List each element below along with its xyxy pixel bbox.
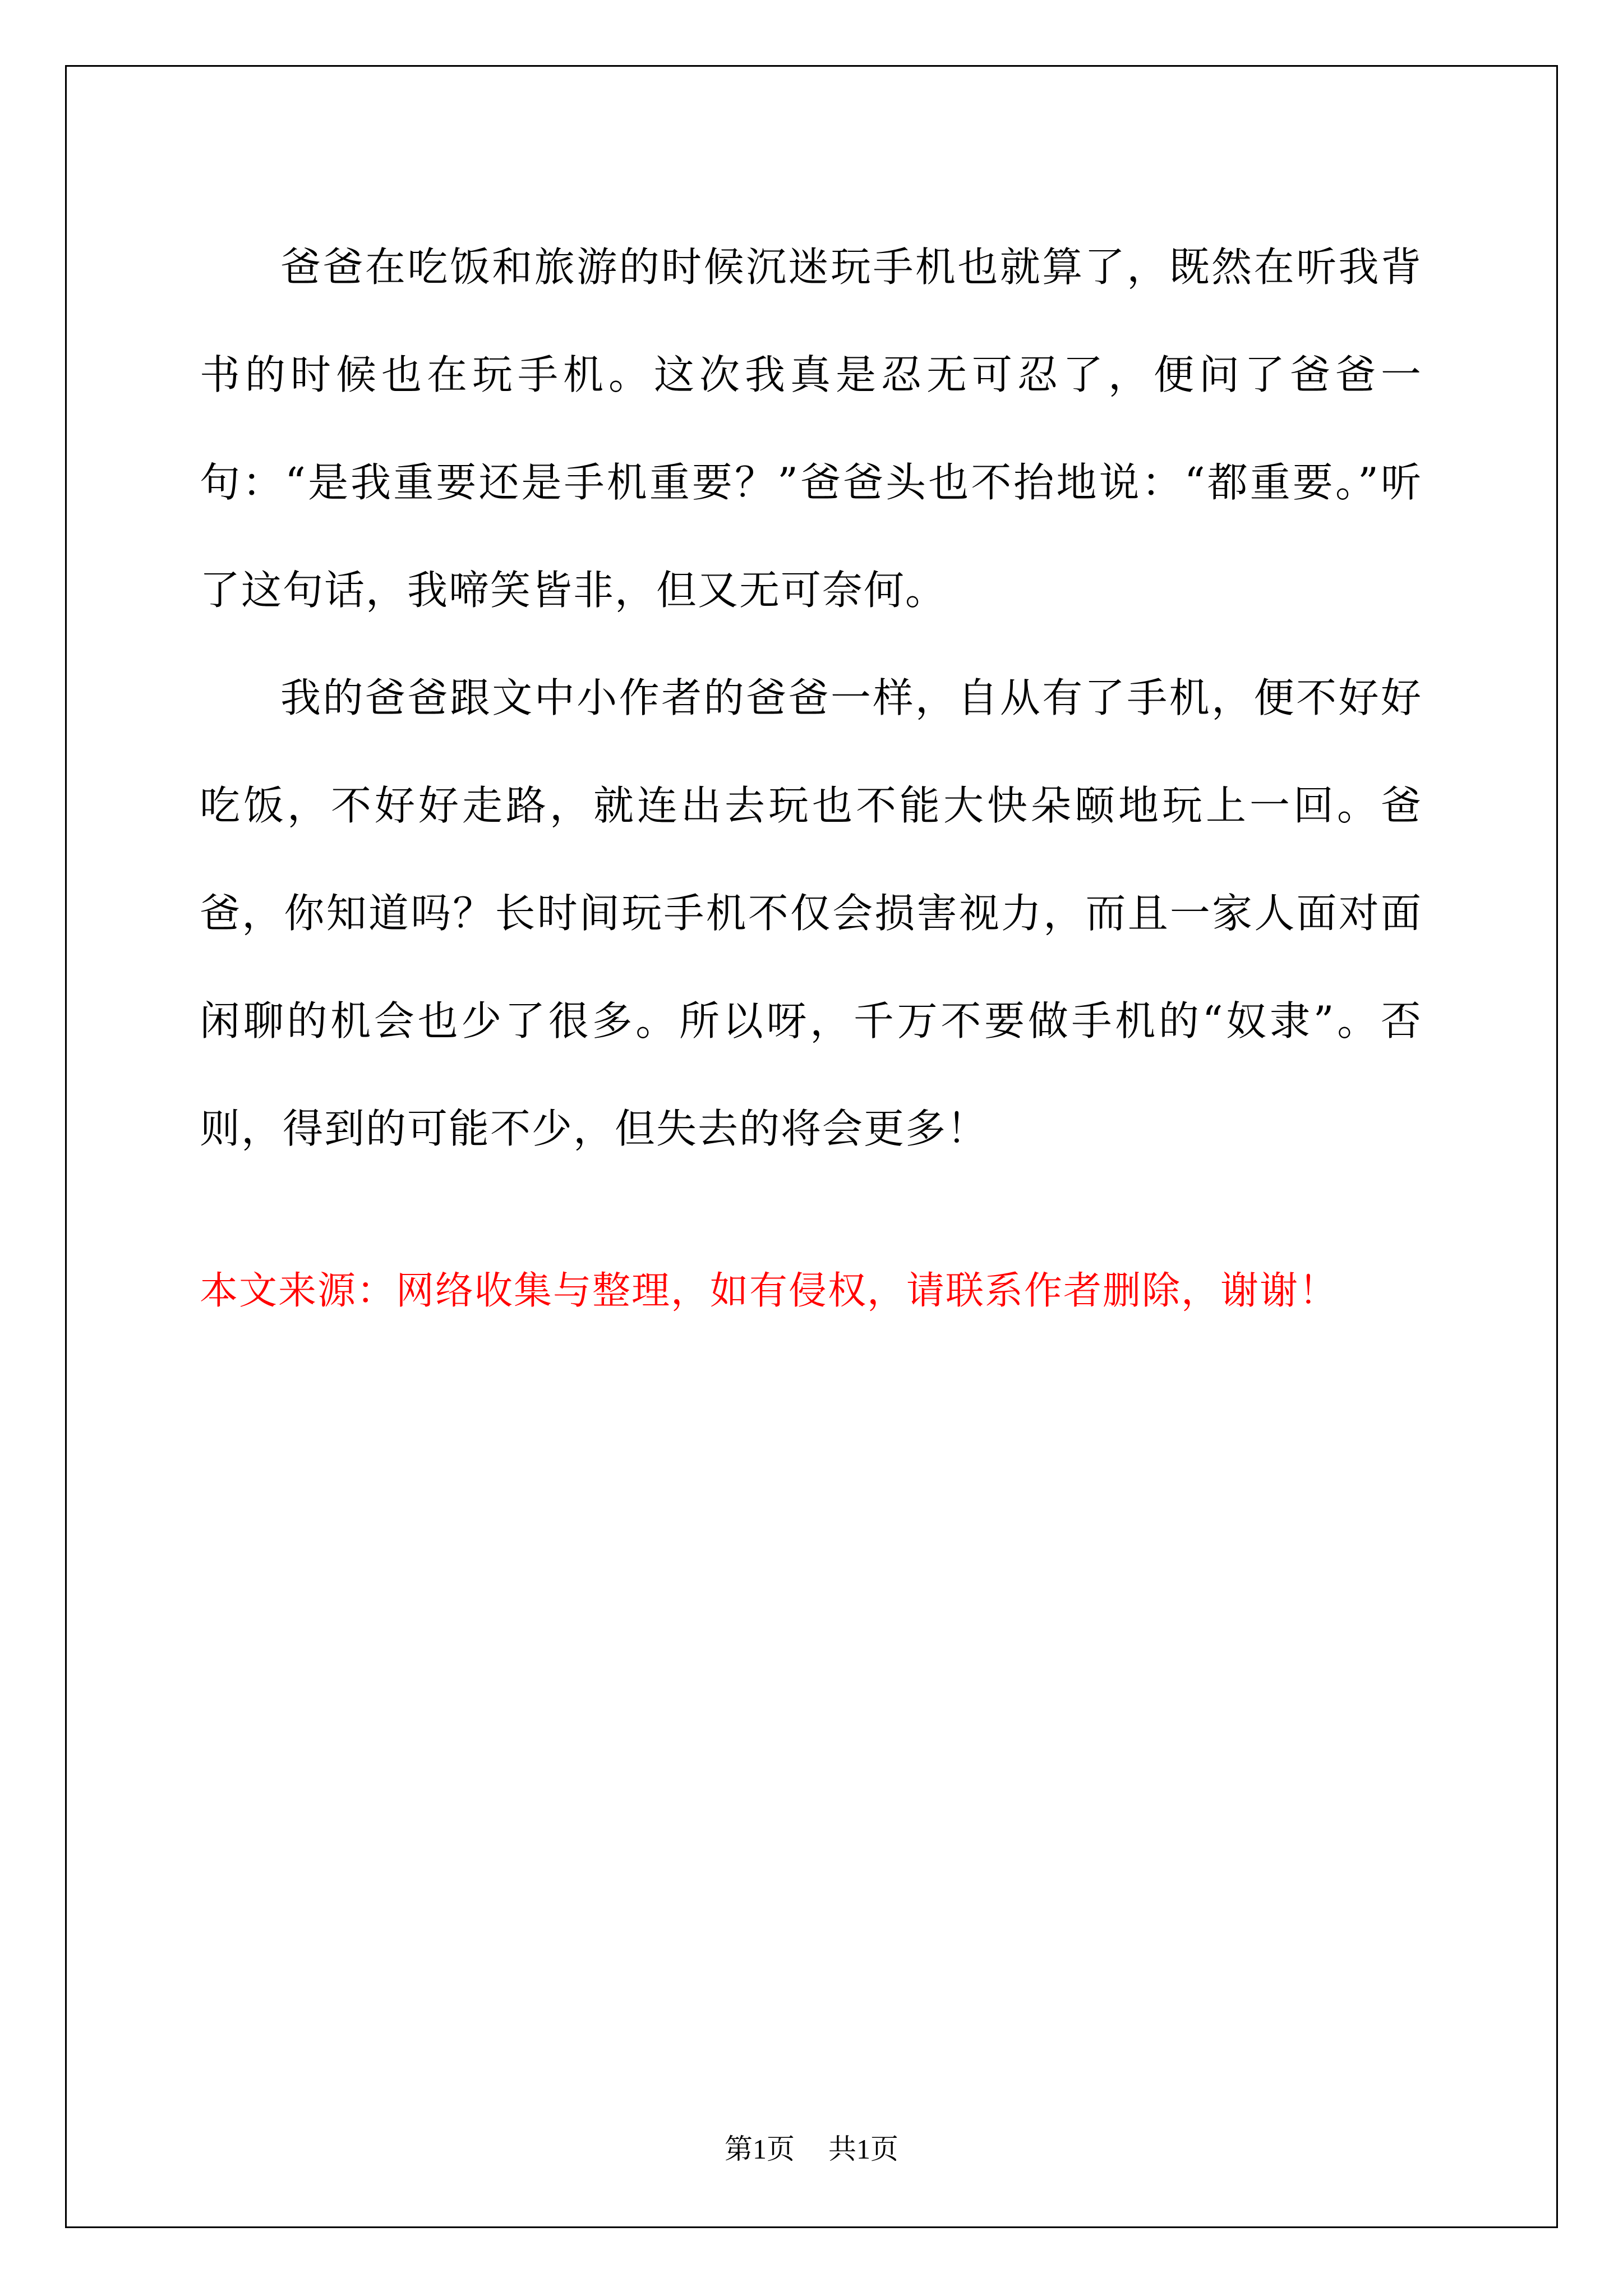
source-note: 本文来源：网络收集与整理，如有侵权，请联系作者删除，谢谢！: [200, 1269, 1339, 1313]
page-total: 共1页: [828, 2133, 898, 2165]
paragraph-1: 爸爸在吃饭和旅游的时候沉迷玩手机也就算了，既然在听我背书的时候也在玩手机。这次我真是忍无可忍了，便问了爸爸一句：“是我重要还是手机重要？”爸爸头也不抬地说：“都重要。”听了这句话，我啼笑皆非，但又无可奈何。: [200, 243, 1422, 614]
page-footer: [0, 2129, 1623, 2169]
document-body: [200, 213, 1422, 1182]
page-number: 第1页: [725, 2133, 795, 2165]
paragraph-2: 我的爸爸跟文中小作者的爸爸一样，自从有了手机，便不好好吃饭，不好好走路，就连出去玩也不能大快朵颐地玩上一回。爸爸，你知道吗？长时间玩手机不仅会损害视力，而且一家人面对面闲聊的机会也少了很多。所以呀，千万不要做手机的“奴隶”。否则，得到的可能不少，但失去的将会更多！: [200, 674, 1422, 1152]
